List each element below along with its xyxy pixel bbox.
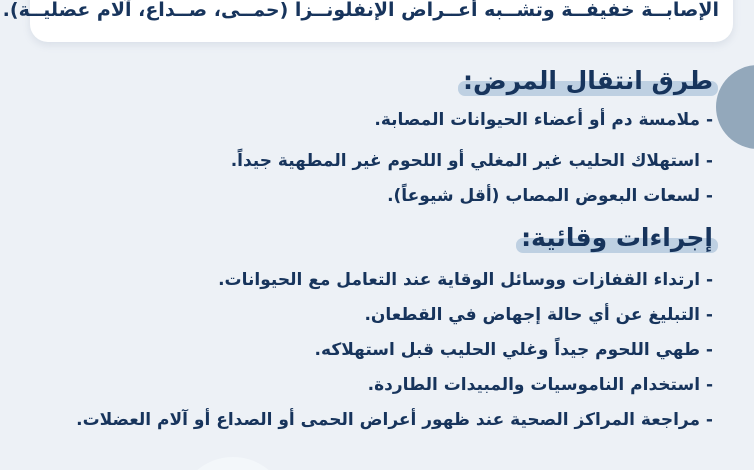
prevention-item-2: - التبليغ عن أي حالة إجهاض في القطعان. (364, 305, 713, 325)
prevention-item-1: - ارتداء القفازات ووسائل الوقاية عند التعامل مع الحيوانات. (218, 270, 713, 290)
transmission-item-3: - لسعات البعوض المصاب (أقل شيوعاً). (387, 186, 713, 206)
intro-card-text: الإصابــة خفيفــة وتشــبه أعــراض الإنفلونــزا (حمــى، صــداع، آلام عضليــة). (2, 0, 719, 21)
prevention-item-4: - استخدام الناموسيات والمبيدات الطاردة. (367, 375, 713, 395)
decorative-circle-bottom (178, 457, 288, 470)
decorative-circle-right (716, 65, 754, 149)
transmission-item-1: - ملامسة دم أو أعضاء الحيوانات المصابة. (374, 110, 713, 130)
prevention-item-3: - طهي اللحوم جيداً وغلي الحليب قبل استهلاكه. (314, 340, 713, 360)
prevention-heading-text: إجراءات وقائية: (521, 223, 713, 252)
transmission-heading-text: طرق انتقال المرض: (463, 66, 713, 95)
prevention-section-heading (521, 223, 713, 253)
transmission-section-heading (463, 66, 713, 96)
intro-card (2, 0, 733, 42)
transmission-item-2: - استهلاك الحليب غير المغلي أو اللحوم غير المطهية جيداً. (230, 151, 713, 171)
prevention-item-5: - مراجعة المراكز الصحية عند ظهور أعراض الحمى أو الصداع أو آلام العضلات. (76, 410, 713, 430)
